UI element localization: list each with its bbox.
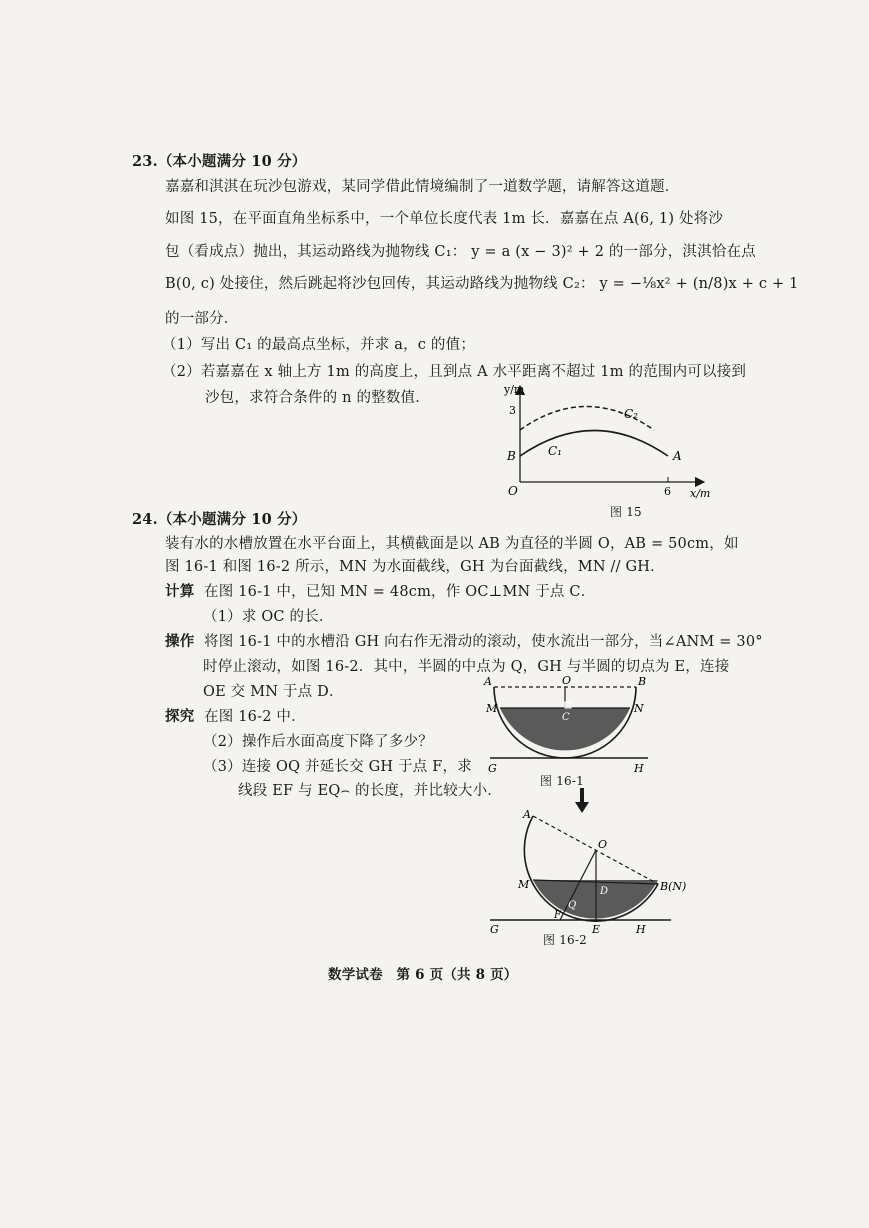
q24-explore: 探究 在图 16-2 中．	[165, 708, 306, 725]
tick-6-label: 6	[664, 485, 671, 498]
page-footer: 数学试卷 第 6 页（共 8 页）	[328, 967, 518, 983]
point-b-label: B	[507, 449, 516, 463]
label-a: A	[484, 675, 492, 688]
figure-15-caption: 图 15	[610, 505, 642, 519]
label-m: M	[486, 702, 498, 715]
q23-part2a: （2）若嘉嘉在 x 轴上方 1m 的高度上，且到点 A 水平距离不超过 1m 的范围内可以接到	[162, 364, 747, 380]
q24-operation-2: 时停止滚动，如图 16-2．其中，半圆的中点为 Q，GH 与半圆的切点为 E，连接	[203, 659, 730, 675]
figure-16-2-caption: 图 16-2	[543, 933, 587, 947]
label-b: B	[638, 675, 647, 688]
q23-para4: 的一部分．	[165, 311, 239, 327]
label-e: E	[592, 923, 601, 936]
label-g: G	[488, 762, 497, 775]
figure-16-1	[478, 672, 678, 787]
q24-operation: 操作 将图 16-1 中的水槽沿 GH 向右作无滑动的滚动，使水流出一部分，当∠ANM = 30°	[165, 633, 763, 650]
label-h: H	[636, 923, 646, 936]
q24-calc: 计算 在图 16-1 中，已知 MN = 48cm，作 OC⊥MN 于点 C．	[165, 583, 596, 600]
label-m: M	[518, 878, 530, 891]
label-n: N	[634, 702, 644, 715]
q23-part1: （1）写出 C₁ 的最高点坐标，并求 a，c 的值；	[162, 337, 476, 353]
q24-calc-q1: （1）求 OC 的长．	[203, 609, 334, 625]
label-a: A	[523, 808, 531, 821]
label-g: G	[490, 923, 499, 936]
figure-16-1-caption: 图 16-1	[540, 774, 584, 788]
figure-16-2	[486, 808, 686, 948]
q24-q3a: （3）连接 OQ 并延长交 GH 于点 F，求	[203, 759, 472, 775]
q23-para1: 如图 15，在平面直角坐标系中，一个单位长度代表 1m 长．嘉嘉在点 A(6, 1) 处将沙	[165, 211, 724, 227]
parabola-c1	[520, 431, 668, 457]
q23-intro: 嘉嘉和淇淇在玩沙包游戏，某同学借此情境编制了一道数学题，请解答这道题．	[165, 179, 680, 195]
c1-label: C₁	[548, 444, 562, 458]
q24-q3b: 线段 EF 与 EQ⌢ 的长度，并比较大小．	[238, 783, 502, 799]
q23-para3: B(0, c) 处接住，然后跳起将沙包回传，其运动路线为抛物线 C₂： y = −⅛x² + (n/8)x + c + 1	[165, 276, 799, 292]
label-o: O	[598, 838, 608, 851]
origin-label: O	[508, 484, 518, 498]
label-f: F	[554, 910, 561, 921]
label-b-n: B(N)	[660, 880, 686, 893]
x-axis-label: x/m	[690, 487, 711, 500]
tick-3-label: 3	[509, 404, 516, 417]
q23-header: 23.（本小题满分 10 分）	[132, 153, 307, 170]
label-c: C	[562, 712, 570, 723]
label-d: D	[600, 886, 609, 897]
q24-header: 24.（本小题满分 10 分）	[132, 511, 307, 528]
point-a-label: A	[673, 449, 682, 463]
q23-para2: 包（看成点）抛出，其运动路线为抛物线 C₁： y = a (x − 3)² + 2 的一部分，淇淇恰在点	[165, 244, 756, 260]
label-h: H	[634, 762, 644, 775]
q24-para2: 图 16-1 和图 16-2 所示，MN 为水面截线，GH 为台面截线，MN // GH．	[165, 559, 665, 575]
c2-label: C₂	[624, 407, 638, 421]
q23-part2b: 沙包，求符合条件的 n 的整数值．	[205, 390, 430, 406]
q24-q2: （2）操作后水面高度下降了多少？	[203, 734, 433, 750]
figure-15	[490, 385, 720, 520]
y-axis-label: y/m	[504, 385, 525, 396]
q24-operation-3: OE 交 MN 于点 D．	[203, 684, 344, 700]
label-q: Q	[568, 900, 577, 911]
label-o: O	[562, 674, 572, 687]
q24-para1: 装有水的水槽放置在水平台面上，其横截面是以 AB 为直径的半圆 O，AB = 50cm，如	[165, 536, 739, 552]
